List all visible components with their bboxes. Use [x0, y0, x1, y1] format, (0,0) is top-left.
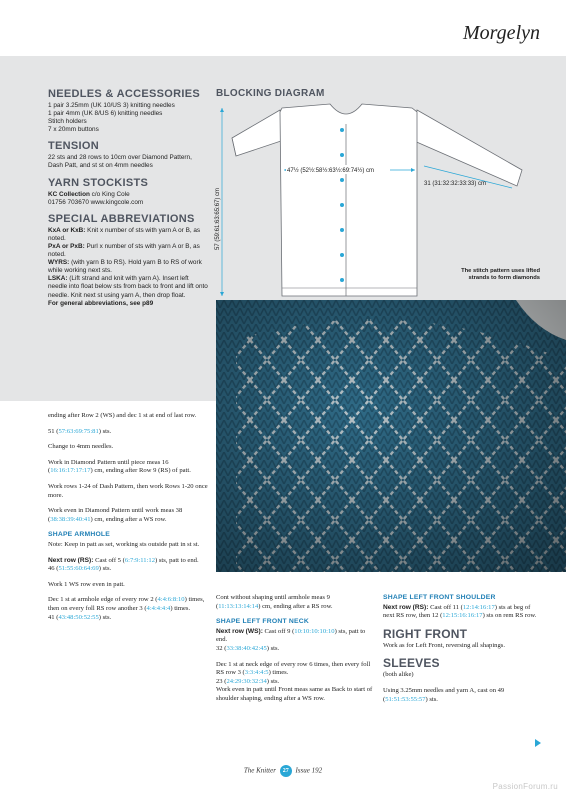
needles-line: Stitch holders: [48, 118, 87, 126]
stockists-section: [48, 177, 208, 207]
instruction-paragraph: Next row (RS): Cast off 11 (12:14:16:17) sts at beg of next RS row, then 12 (12:15:16:16:17) sts on rem RS row.: [383, 603, 537, 620]
abbreviation-item: LSKA: (Lift strand and knit with yarn A). Insert left needle into float below sts from back to front and lift onto needle. Knit next st using yarn A, then drop float.: [48, 275, 208, 299]
knitting-photo: [216, 300, 566, 572]
page-footer: [0, 765, 566, 777]
issue-number: Issue 192: [295, 766, 323, 775]
needles-heading: NEEDLES & ACCESSORIES: [48, 88, 200, 100]
instruction-paragraph: Work as for Left Front, reversing all shapings.: [383, 641, 505, 649]
instruction-paragraph: Work even in patt until Front meas same as Back to start of shoulder shaping, ending after a WS row.: [216, 686, 373, 702]
right-front-heading: RIGHT FRONT: [383, 626, 468, 641]
instruction-paragraph: Next row (RS): Cast off 5 (6:7:9:11:12) sts, patt to end. 46 (51:55:60:64:69) sts.: [48, 556, 199, 573]
abbreviation-item: WYRS: (with yarn B to RS). Hold yarn B to RS of work while working next sts.: [48, 259, 202, 275]
instruction-paragraph: Change to 4mm needles.: [48, 443, 114, 451]
instruction-paragraph: Note: Keep in patt as set, working sts outside patt in st st.: [48, 540, 200, 548]
needles-line: 7 x 20mm buttons: [48, 126, 99, 134]
instruction-paragraph: (both alike): [383, 671, 414, 679]
magazine-name: The Knitter: [243, 766, 276, 775]
width-measurement: 47½ (52½:58½:63½:69:74½) cm: [287, 168, 375, 174]
tension-heading: TENSION: [48, 140, 99, 153]
pattern-column-3: [383, 594, 543, 711]
instruction-paragraph: Work even in Diamond Pattern until work meas 38 (38:38:39:40:41) cm, ending after a WS row.: [48, 507, 183, 523]
instruction-paragraph: Cont without shaping until armhole meas 9 (11:13:13:14:14) cm, ending after a RS row.: [216, 594, 333, 610]
instruction-paragraph: Dec 1 st at neck edge of every row 6 times, then every foll RS row 3 (3:3:4:4:5) times. 23 (24:29:30:32:34) sts.: [216, 660, 371, 685]
page-number: 27: [280, 765, 292, 777]
abbreviations-section: [48, 213, 208, 308]
pattern-column-2: [216, 594, 376, 711]
abbreviation-item: KxA or KxB: Knit x number of sts with yarn A or B, as noted.: [48, 226, 201, 242]
needles-section: [48, 88, 208, 134]
continue-arrow-icon: [535, 739, 541, 747]
stitch-count: 51 (57:63:69:75:81) sts.: [48, 427, 112, 435]
stockists-heading: YARN STOCKISTS: [48, 176, 149, 189]
general-abbreviations-note: For general abbreviations, see p89: [48, 299, 154, 307]
sleeves-heading: SLEEVES: [383, 656, 440, 671]
instruction-paragraph: Next row (WS): Cast off 9 (10:10:10:10:10) sts, patt to end. 32 (33:38:40:42:45) sts.: [216, 627, 366, 652]
front-neck-heading: SHAPE LEFT FRONT NECK: [216, 618, 309, 626]
tension-text: 22 sts and 28 rows to 10cm over Diamond Pattern, Dash Patt, and st st on 4mm needles: [48, 154, 192, 170]
instruction-paragraph: ending after Row 2 (WS) and dec 1 st at end of last row.: [48, 412, 197, 419]
stockist-contact: 01756 703670 www.kingcole.com: [48, 198, 144, 206]
tension-section: [48, 140, 208, 170]
photo-caption: The stitch pattern uses lifted strands to form diamonds: [461, 268, 540, 282]
pattern-column-1: [48, 412, 208, 629]
length-measurement: 57 (59:61:63:65:67) cm: [215, 187, 221, 250]
page-title: Morgelyn: [462, 22, 540, 44]
instruction-paragraph: Using 3.25mm needles and yarn A, cast on 49 (51:51:53:55:57) sts.: [383, 686, 505, 703]
armhole-heading: SHAPE ARMHOLE: [48, 531, 111, 539]
materials-column: [48, 88, 208, 314]
instruction-paragraph: Work rows 1-24 of Dash Pattern, then work Rows 1-20 once more.: [48, 482, 208, 499]
needles-line: 1 pair 3.25mm (UK 10/US 3) knitting needles: [48, 102, 175, 109]
instruction-paragraph: Dec 1 st at armhole edge of every row 2 (4:4:6:8:10) times, then on every foll RS row another 3 (4:4:4:4:4) times. 41 (43:48:50:52:55) sts.: [48, 596, 205, 621]
abbreviation-item: PxA or PxB: Purl x number of sts with yarn A or B, as noted.: [48, 242, 200, 259]
instruction-paragraph: Work in Diamond Pattern until piece meas 16 (16:16:17:17:17) cm, ending after Row 9 (RS) of patt.: [48, 458, 191, 475]
front-shoulder-heading: SHAPE LEFT FRONT SHOULDER: [383, 594, 496, 601]
needles-line: 1 pair 4mm (UK 8/US 6) knitting needles: [48, 110, 163, 118]
blocking-diagram-heading: BLOCKING DIAGRAM: [216, 88, 325, 99]
sleeve-measurement: 31 (31:32:32:33:33) cm: [424, 181, 487, 187]
abbreviations-heading: SPECIAL ABBREVIATIONS: [48, 212, 195, 225]
watermark: PassionForum.ru: [492, 782, 558, 791]
instruction-paragraph: Work 1 WS row even in patt.: [48, 580, 125, 588]
stockist-name: KC Collection c/o King Cole: [48, 190, 130, 198]
